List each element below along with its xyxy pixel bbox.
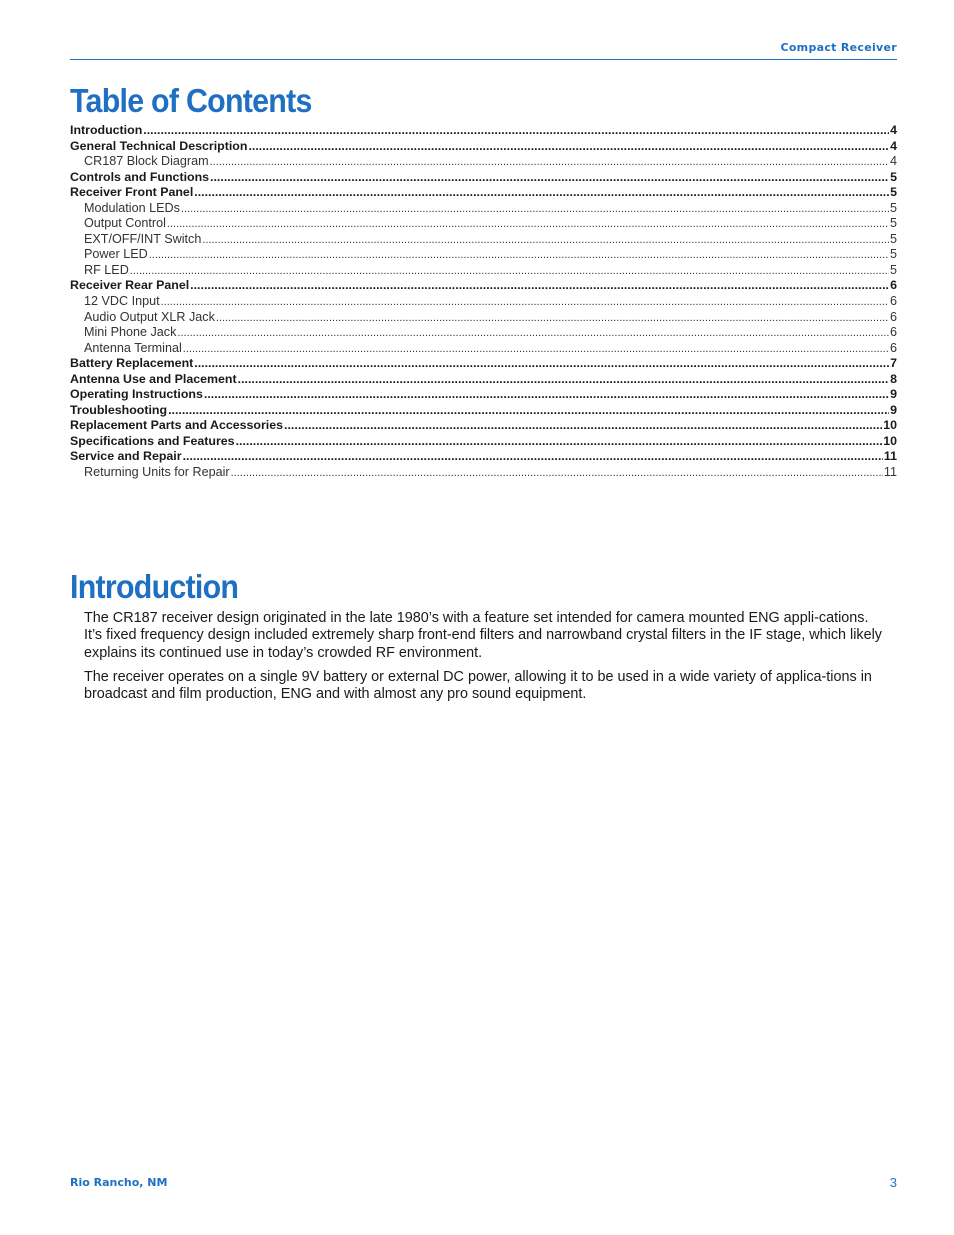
toc-entry-title: Audio Output XLR Jack — [84, 309, 215, 324]
toc-entry-title: General Technical Description — [70, 138, 248, 153]
toc-entry-title: Returning Units for Repair — [84, 465, 230, 480]
toc-entry-page: 6 — [889, 309, 897, 324]
toc-entry-page: 4 — [890, 123, 897, 137]
toc-entry[interactable] — [70, 372, 897, 388]
toc-dot-leader — [149, 248, 889, 264]
toc-dot-leader — [194, 185, 889, 201]
toc-dot-leader — [202, 233, 889, 249]
toc-dot-leader — [183, 342, 889, 358]
toc-entry[interactable] — [70, 325, 897, 341]
toc-entry-title: Battery Replacement — [70, 356, 194, 371]
toc-entry-page: 11 — [883, 465, 897, 480]
toc-entry-title: Mini Phone Jack — [84, 325, 177, 340]
toc-entry-page: 10 — [883, 433, 897, 448]
toc-entry[interactable] — [70, 201, 897, 217]
toc-entry-page: 5 — [890, 169, 897, 184]
toc-entry-page: 5 — [890, 185, 897, 200]
toc-dot-leader — [168, 403, 889, 419]
toc-entry[interactable] — [70, 247, 897, 263]
toc-dot-leader — [143, 123, 889, 139]
introduction-title: Introduction — [70, 568, 239, 605]
toc-entry-page: 6 — [889, 340, 897, 355]
toc-entry-title: Controls and Functions — [70, 169, 210, 184]
toc-entry[interactable] — [70, 278, 897, 294]
toc-entry[interactable] — [70, 185, 897, 201]
toc-entry-title: Troubleshooting — [70, 402, 168, 417]
toc-entry-page: 10 — [883, 418, 897, 433]
toc-entry[interactable] — [70, 294, 897, 310]
toc-entry-title: RF LED — [84, 262, 129, 277]
toc-entry[interactable] — [70, 449, 897, 465]
toc-dot-leader — [177, 326, 889, 342]
toc-entry-title: Receiver Front Panel — [70, 185, 194, 200]
toc-entry-title: CR187 Block Diagram — [84, 154, 209, 169]
toc-dot-leader — [194, 356, 889, 372]
footer-location: Rio Rancho, NM — [70, 1176, 168, 1189]
toc-entry-page: 9 — [890, 387, 897, 402]
toc-dot-leader — [181, 202, 889, 218]
toc-entry-page: 5 — [889, 247, 897, 262]
toc-dot-leader — [238, 372, 889, 388]
toc-entry[interactable] — [70, 170, 897, 186]
toc-entry[interactable] — [70, 232, 897, 248]
toc-entry-page: 6 — [889, 325, 897, 340]
toc-entry-title: Service and Repair — [70, 449, 182, 464]
toc-dot-leader — [190, 278, 889, 294]
toc-entry-title: Antenna Use and Placement — [70, 371, 237, 386]
intro-paragraph: The receiver operates on a single 9V battery or external DC power, allowing it to be used in a wide variety of applica-tions in broadcast and film production, ENG and with almost any pro sound equipment. — [84, 668, 872, 703]
toc-entry-page: 5 — [889, 262, 897, 277]
toc-entry[interactable] — [70, 310, 897, 326]
introduction-body — [84, 610, 890, 710]
toc-dot-leader — [161, 295, 889, 311]
toc-entry-title: Specifications and Features — [70, 433, 235, 448]
toc-dot-leader — [284, 418, 882, 434]
toc-dot-leader — [167, 217, 889, 233]
toc-entry[interactable] — [70, 216, 897, 232]
toc-entry[interactable] — [70, 403, 897, 419]
toc-entry[interactable] — [70, 465, 897, 481]
toc-dot-leader — [210, 155, 889, 171]
toc-entry[interactable] — [70, 263, 897, 279]
toc-entry[interactable] — [70, 341, 897, 357]
header-rule — [70, 59, 897, 60]
toc-dot-leader — [248, 139, 889, 155]
toc-entry[interactable] — [70, 418, 897, 434]
toc-entry-page: 9 — [890, 402, 897, 417]
toc-entry-title: 12 VDC Input — [84, 294, 160, 309]
toc-dot-leader — [231, 466, 883, 482]
toc-entry-page: 5 — [889, 231, 897, 246]
toc-entry-page: 8 — [890, 371, 897, 386]
intro-paragraph: The CR187 receiver design originated in the late 1980’s with a feature set intended for camera mounted ENG appli-cations. It’s fixed frequency design included extremely sharp front-end filters and narrowband crystal filters in the IF stage, which likely explains its continued use in today’s crowded RF environment. — [84, 610, 882, 661]
toc-entry-page: 4 — [890, 138, 897, 153]
running-header: Compact Receiver — [780, 41, 897, 54]
toc-entry[interactable] — [70, 154, 897, 170]
toc-entry-title: Antenna Terminal — [84, 340, 182, 355]
toc-dot-leader — [236, 434, 883, 450]
toc-entry[interactable] — [70, 434, 897, 450]
toc-entry-page: 7 — [890, 356, 897, 371]
toc-entry-title: Modulation LEDs — [84, 200, 180, 215]
toc-entry[interactable] — [70, 356, 897, 372]
toc-entry-title: Replacement Parts and Accessories — [70, 418, 284, 433]
toc-entry-page: 11 — [883, 449, 897, 464]
toc-entry-page: 5 — [889, 200, 897, 215]
toc-entry-page: 5 — [889, 216, 897, 231]
toc-entry-title: EXT/OFF/INT Switch — [84, 231, 202, 246]
toc-entry-title: Operating Instructions — [70, 387, 203, 402]
toc-dot-leader — [210, 170, 889, 186]
toc-dot-leader — [204, 387, 889, 403]
toc-dot-leader — [216, 311, 889, 327]
toc-entry[interactable] — [70, 139, 897, 155]
toc-title: Table of Contents — [70, 82, 312, 119]
toc-entry-title: Introduction — [70, 123, 143, 137]
page-number: 3 — [889, 1175, 897, 1190]
toc-entry-title: Receiver Rear Panel — [70, 278, 190, 293]
toc-entry-page: 6 — [890, 278, 897, 293]
toc-entry-title: Power LED — [84, 247, 148, 262]
toc-dot-leader — [130, 264, 889, 280]
toc-entry[interactable] — [70, 387, 897, 403]
toc-entry[interactable] — [70, 123, 897, 139]
table-of-contents — [70, 123, 897, 481]
toc-entry-page: 6 — [889, 294, 897, 309]
toc-dot-leader — [183, 449, 883, 465]
toc-entry-title: Output Control — [84, 216, 166, 231]
toc-entry-page: 4 — [889, 154, 897, 169]
